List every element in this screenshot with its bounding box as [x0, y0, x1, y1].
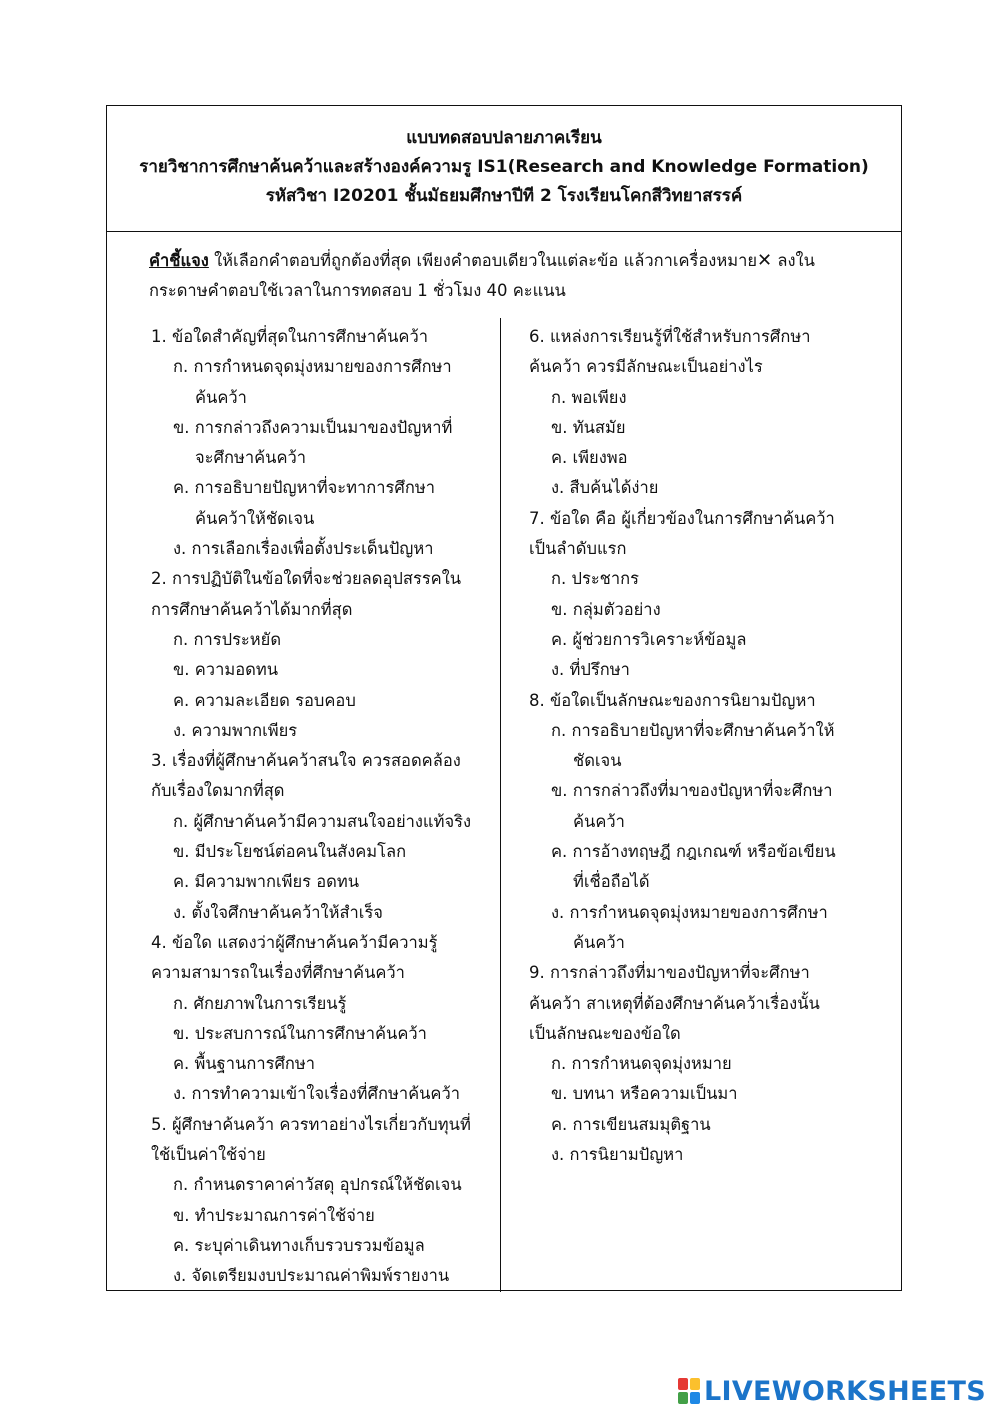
question-text: 5. ผู้ศึกษาค้นคว้า ควรทาอย่างไรเกี่ยวกับทุนที่	[151, 1114, 471, 1134]
option-8c[interactable]	[529, 837, 889, 898]
option-7d[interactable]: ง. ที่ปรึกษา	[551, 660, 630, 680]
instructions-label: คำชี้แจง	[149, 251, 209, 270]
question-text-cont: ใช้เป็นค่าใช้จ่าย	[151, 1145, 266, 1165]
option-text: ข. การกล่าวถึงความเป็นมาของปัญหาที่	[173, 417, 453, 437]
brand-name: LIVEWORKSHEETS	[703, 1375, 986, 1407]
option-1c[interactable]	[151, 473, 491, 534]
question-text-cont: เป็นลักษณะของข้อใด	[529, 1023, 681, 1043]
option-3c[interactable]: ค. มีความพากเพียร อดทน	[173, 872, 360, 892]
option-4b[interactable]: ข. ประสบการณ์ในการศึกษาค้นคว้า	[173, 1023, 427, 1043]
right-column	[529, 322, 889, 1170]
liveworksheets-logo-icon	[678, 1378, 700, 1404]
option-text: ก. การกำหนดจุดมุ่งหมายของการศึกษา	[173, 357, 452, 377]
option-7b[interactable]: ข. กลุ่มตัวอย่าง	[551, 599, 661, 619]
question-9	[529, 958, 889, 1049]
question-3	[151, 746, 491, 807]
option-text-cont: ค้นคว้า	[573, 932, 625, 952]
option-text-cont: จะศึกษาค้นคว้า	[195, 448, 307, 468]
question-4	[151, 928, 491, 989]
question-text-cont: ค้นคว้า สาเหตุที่ต้องศึกษาค้นคว้าเรื่องนั้น	[529, 993, 820, 1013]
question-6	[529, 322, 889, 383]
question-text: 7. ข้อใด คือ ผู้เกี่ยวข้องในการศึกษาค้นคว้า	[529, 508, 835, 528]
question-text: 2. การปฏิบัติในข้อใดที่จะช่วยลดอุปสรรคใน	[151, 569, 462, 589]
question-text: 3. เรื่องที่ผู้ศึกษาค้นคว้าสนใจ ควรสอดคล้อง	[151, 751, 461, 771]
instructions-text-3: กระดาษคำตอบใช้เวลาในการทดสอบ 1 ชั่วโมง 40 คะแนน	[149, 281, 566, 300]
question-text: 9. การกล่าวถึงที่มาของปัญหาที่จะศึกษา	[529, 963, 810, 983]
question-2	[151, 564, 491, 625]
option-text: ก. การอธิบายปัญหาที่จะศึกษาค้นคว้าให้	[551, 720, 835, 740]
question-text: 4. ข้อใด แสดงว่าผู้ศึกษาค้นคว้ามีความรู้	[151, 932, 438, 952]
option-2b[interactable]: ข. ความอดทน	[173, 660, 278, 680]
option-8a[interactable]	[529, 716, 889, 777]
option-4a[interactable]: ก. ศักยภาพในการเรียนรู้	[173, 993, 347, 1013]
left-column	[151, 322, 491, 1292]
option-text-cont: ค้นคว้า	[195, 387, 247, 407]
option-2d[interactable]: ง. ความพากเพียร	[173, 720, 298, 740]
question-text-cont: เป็นลำดับแรก	[529, 539, 627, 559]
x-mark-icon: ✕	[757, 250, 773, 271]
option-text-cont: ชัดเจน	[573, 751, 622, 771]
instructions	[149, 246, 849, 306]
option-3a[interactable]: ก. ผู้ศึกษาค้นคว้ามีความสนใจอย่างแท้จริง	[173, 811, 472, 831]
question-text-cont: การศึกษาค้นคว้าได้มากที่สุด	[151, 599, 353, 619]
option-8b[interactable]	[529, 776, 889, 837]
subject-line: รายวิชาการศึกษาค้นคว้าและสร้างองค์ความรู IS1(Research and Knowledge Formation)	[139, 157, 869, 177]
column-divider	[500, 318, 501, 1292]
option-5c[interactable]: ค. ระบุค่าเดินทางเก็บรวบรวมข้อมูล	[173, 1235, 425, 1255]
option-2c[interactable]: ค. ความละเอียด รอบคอบ	[173, 690, 356, 710]
option-4d[interactable]: ง. การทำความเข้าใจเรื่องที่ศึกษาค้นคว้า	[173, 1084, 460, 1104]
option-8d[interactable]	[529, 898, 889, 959]
option-1b[interactable]	[151, 413, 491, 474]
option-text: ค. การอ้างทฤษฎี กฎเกณฑ์ หรือข้อเขียน	[551, 842, 836, 862]
instructions-text-2: ลงใน	[772, 251, 815, 270]
option-5d[interactable]: ง. จัดเตรียมงบประมาณค่าพิมพ์รายงาน	[173, 1266, 450, 1286]
option-1a[interactable]	[151, 352, 491, 413]
question-text-cont: กับเรื่องใดมากที่สุด	[151, 781, 285, 801]
option-text: ค. การอธิบายปัญหาที่จะทาการศึกษา	[173, 478, 435, 498]
option-6a[interactable]: ก. พอเพียง	[551, 387, 627, 407]
exam-title: แบบทดสอบปลายภาคเรียน	[406, 128, 602, 148]
option-3b[interactable]: ข. มีประโยชน์ต่อคนในสังคมโลก	[173, 842, 407, 862]
question-text: 6. แหล่งการเรียนรู้ที่ใช้สำหรับการศึกษา	[529, 327, 811, 346]
option-9b[interactable]: ข. บทนา หรือความเป็นมา	[551, 1084, 738, 1104]
option-6d[interactable]: ง. สืบค้นได้ง่าย	[551, 478, 659, 498]
option-text-cont: ค้นคว้าให้ชัดเจน	[195, 508, 315, 528]
option-6b[interactable]: ข. ทันสมัย	[551, 417, 626, 437]
option-4c[interactable]: ค. พื้นฐานการศึกษา	[173, 1054, 316, 1074]
option-5b[interactable]: ข. ทำประมาณการค่าใช้จ่าย	[173, 1205, 375, 1225]
instructions-text-1: ให้เลือกคำตอบที่ถูกต้องที่สุด เพียงคำตอบเดียวในแต่ละข้อ แล้วกาเครื่องหมาย	[208, 251, 758, 270]
question-5	[151, 1110, 491, 1171]
question-text-cont: ความสามารถในเรื่องที่ศึกษาค้นคว้า	[151, 963, 405, 983]
question-8: 8. ข้อใดเป็นลักษณะของการนิยามปัญหา	[529, 690, 816, 710]
question-text-cont: ค้นคว้า ควรมีลักษณะเป็นอย่างไร	[529, 357, 763, 377]
liveworksheets-brand[interactable]	[678, 1374, 986, 1408]
option-1d[interactable]: ง. การเลือกเรื่องเพื่อตั้งประเด็นปัญหา	[173, 539, 434, 559]
option-7c[interactable]: ค. ผู้ช่วยการวิเคราะห์ข้อมูล	[551, 629, 747, 649]
option-9c[interactable]: ค. การเขียนสมมุติฐาน	[551, 1114, 711, 1134]
option-3d[interactable]: ง. ตั้งใจศึกษาค้นคว้าให้สำเร็จ	[173, 902, 383, 922]
question-1: 1. ข้อใดสำคัญที่สุดในการศึกษาค้นคว้า	[151, 327, 428, 346]
option-6c[interactable]: ค. เพียงพอ	[551, 448, 628, 468]
exam-header	[107, 106, 901, 232]
option-9a[interactable]: ก. การกำหนดจุดมุ่งหมาย	[551, 1054, 732, 1074]
option-text-cont: ที่เชื่อถือได้	[573, 872, 650, 892]
course-code-line: รหัสวิชา I20201 ชั้นมัธยมศึกษาปีที 2 โรงเรียนโคกสีวิทยาสรรค์	[265, 186, 743, 206]
option-9d[interactable]: ง. การนิยามปัญหา	[551, 1145, 684, 1165]
option-2a[interactable]: ก. การประหยัด	[173, 629, 282, 649]
option-text-cont: ค้นคว้า	[573, 811, 625, 831]
question-7	[529, 504, 889, 565]
option-5a[interactable]: ก. กำหนดราคาค่าวัสดุ อุปกรณ์ให้ชัดเจน	[173, 1175, 462, 1195]
option-text: ข. การกล่าวถึงที่มาของปัญหาที่จะศึกษา	[551, 781, 833, 801]
option-text: ง. การกำหนดจุดมุ่งหมายของการศึกษา	[551, 902, 828, 922]
exam-frame	[106, 105, 902, 1291]
option-7a[interactable]: ก. ประชากร	[551, 569, 639, 589]
